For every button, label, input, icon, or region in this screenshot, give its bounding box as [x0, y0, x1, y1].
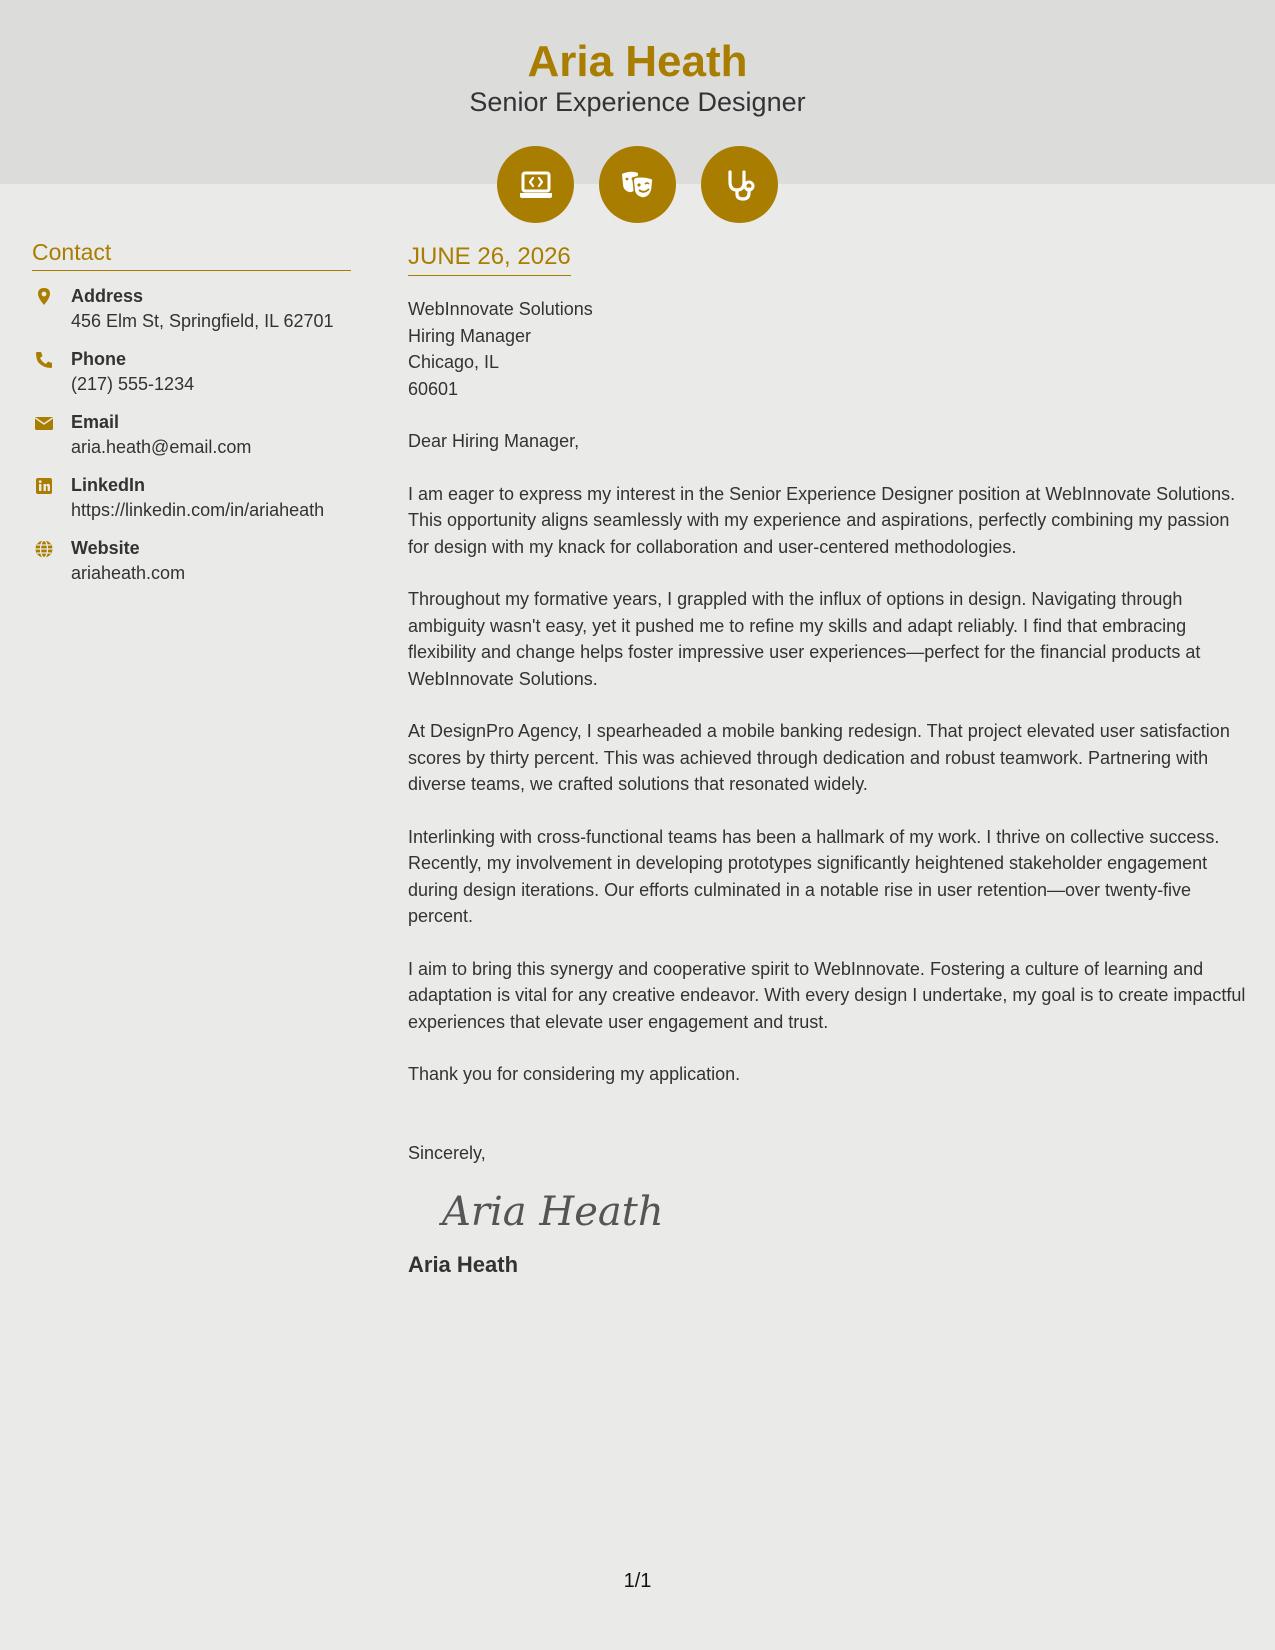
paragraph: I aim to bring this synergy and cooperative spirit to WebInnovate. Fostering a culture of learning and adaptation is vital for any creative endeavor. With every design I undertake, my goal is to create impactful experiences that elevate user engagement and trust. — [408, 958, 1246, 1032]
salutation: Dear Hiring Manager, — [408, 431, 580, 451]
contact-value[interactable]: https://linkedin.com/in/ariaheath — [71, 500, 325, 520]
signature: Aria Heath — [442, 1189, 664, 1235]
contact-phone — [32, 347, 351, 397]
envelope-icon — [34, 413, 54, 433]
contact-label: LinkedIn — [71, 475, 146, 495]
contact-email — [32, 410, 351, 460]
globe-icon — [34, 539, 54, 559]
recipient-company: WebInnovate Solutions — [408, 299, 593, 319]
contact-value: (217) 555-1234 — [71, 374, 195, 394]
recipient-block — [408, 296, 1248, 402]
paragraph: I am eager to express my interest in the Senior Experience Designer position at WebInnovate Solutions. This opportunity aligns seamlessly with my experience and aspirations, perfectly combining my passion for design with my knack for collaboration and user-centered methodologies. — [408, 483, 1236, 557]
letter-date: JUNE 26, 2026 — [408, 240, 571, 276]
linkedin-icon — [34, 476, 54, 496]
recipient-city: Chicago, IL — [408, 352, 500, 372]
paragraph: Interlinking with cross-functional teams has been a hallmark of my work. I thrive on collective success. Recently, my involvement in developing prototypes significantly heightened stakeholder engagement during design iterations. Our efforts culminated in a notable rise in user retention—over twenty-five percent. — [408, 826, 1220, 926]
contact-value[interactable]: aria.heath@email.com — [71, 437, 252, 457]
contact-website — [32, 536, 351, 586]
recipient-zip: 60601 — [408, 378, 459, 399]
page-number: 1/1 — [623, 1570, 652, 1592]
paragraph: Throughout my formative years, I grappled with the influx of options in design. Navigating through ambiguity wasn't easy, yet it pushed me to refine my skills and adapt reliably. I find that embracing flexibility and change helps foster impressive user experiences—perfect for the financial products at WebInnovate Solutions. — [408, 589, 1201, 689]
contact-address — [32, 284, 351, 334]
closing: Sincerely, — [408, 1142, 486, 1163]
phone-icon — [34, 350, 54, 370]
paragraph: At DesignPro Agency, I spearheaded a mobile banking redesign. That project elevated user satisfaction scores by thirty percent. This was achieved through dedication and robust teamwork. Partnering with diverse teams, we crafted solutions that resonated widely. — [408, 721, 1230, 794]
signer-name: Aria Heath — [408, 1252, 519, 1277]
letter-body — [408, 240, 1248, 1280]
applicant-title: Senior Experience Designer — [469, 87, 806, 117]
stethoscope-icon — [701, 146, 778, 223]
contact-heading: Contact — [32, 236, 351, 271]
applicant-name: Aria Heath — [527, 37, 748, 86]
contact-value: 456 Elm St, Springfield, IL 62701 — [71, 311, 334, 331]
laptop-code-icon — [497, 146, 574, 223]
contact-value[interactable]: ariaheath.com — [71, 563, 186, 583]
map-marker-icon — [34, 287, 54, 307]
theater-masks-icon — [599, 146, 676, 223]
contact-label: Phone — [71, 349, 127, 369]
contact-linkedin — [32, 473, 351, 523]
recipient-role: Hiring Manager — [408, 325, 532, 346]
paragraph: Thank you for considering my application. — [408, 1064, 741, 1084]
interest-icons — [0, 146, 1275, 224]
contact-label: Website — [71, 538, 140, 558]
contact-label: Email — [71, 412, 120, 432]
contact-label: Address — [71, 286, 144, 306]
contact-sidebar — [32, 236, 351, 586]
